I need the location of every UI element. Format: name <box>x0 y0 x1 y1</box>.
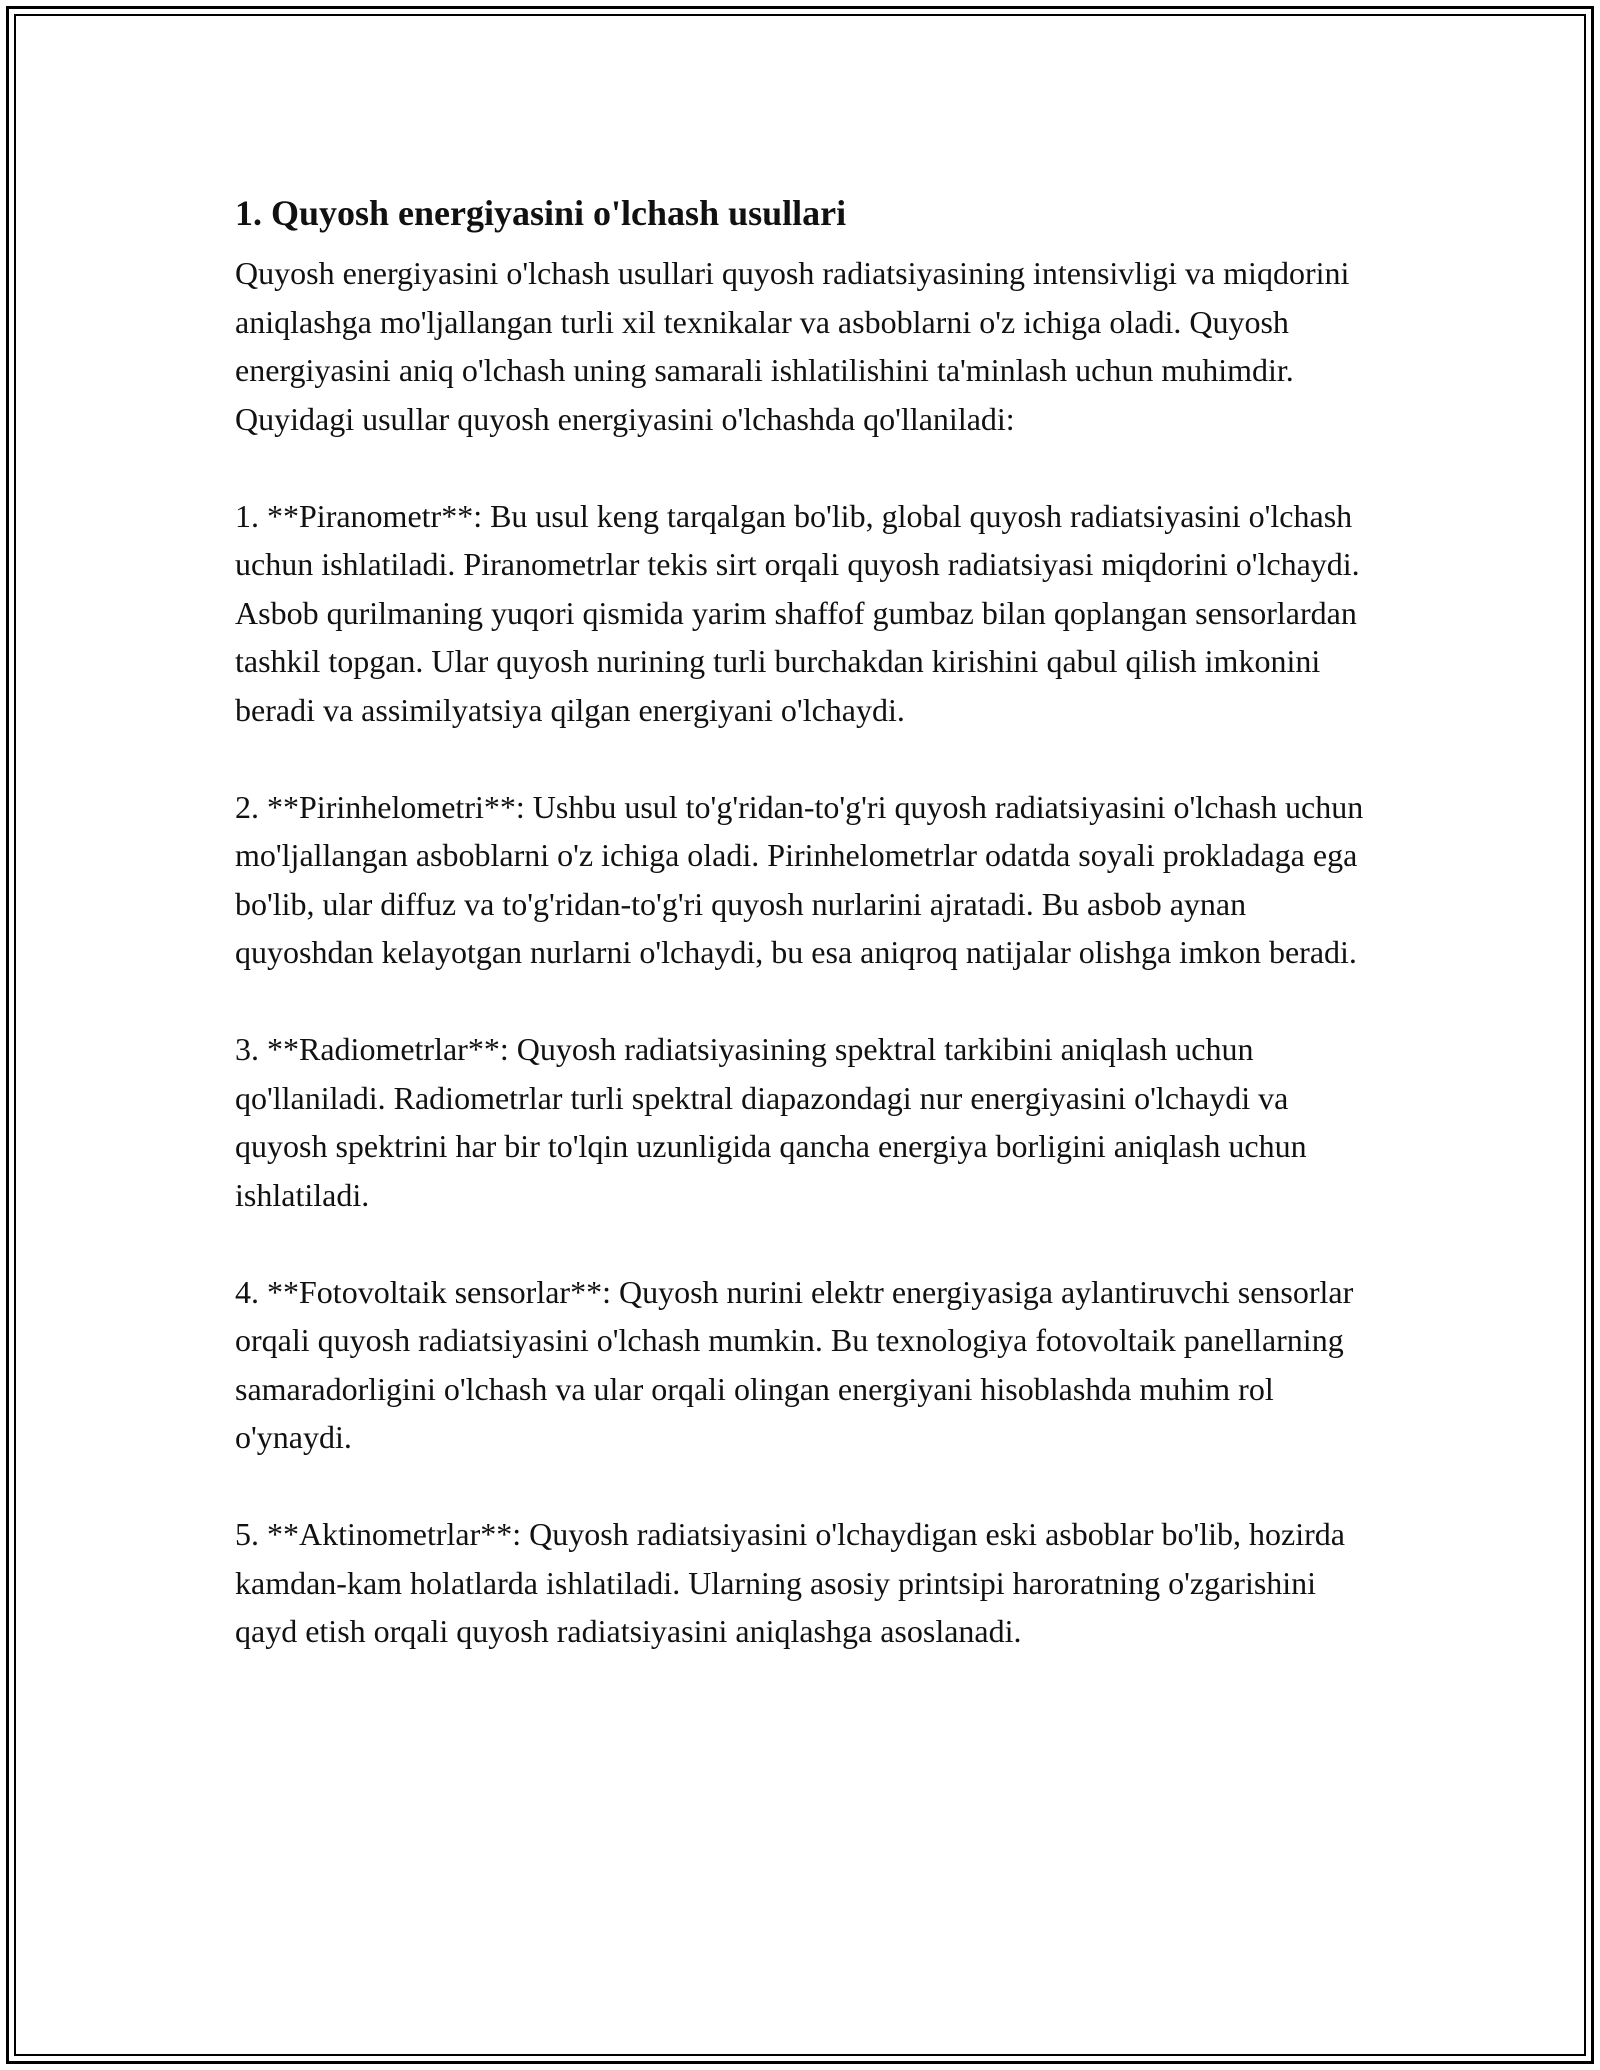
intro-paragraph: Quyosh energiyasini o'lchash usullari quyosh radiatsiyasining intensivligi va miqdorini aniqlashga mo'ljallangan turli xil texnikalar va asboblarni o'z ichiga oladi. Quyosh energiyasini aniq o'lchash uning samarali ishlatilishini ta'minlash uchun muhimdir. Quyidagi usullar quyosh energiyasini o'lchashda qo'llaniladi: <box>235 255 1350 437</box>
list-item-aktinometrlar: 5. **Aktinometrlar**: Quyosh radiatsiyasini o'lchaydigan eski asboblar bo'lib, hozirda kamdan-kam holatlarda ishlatiladi. Ularning asosiy printsipi haroratning o'zgarishini qayd etish orqali quyosh radiatsiyasini aniqlashga asoslanadi. <box>235 1516 1345 1649</box>
list-item-radiometrlar: 3. **Radiometrlar**: Quyosh radiatsiyasining spektral tarkibini aniqlash uchun qo'llaniladi. Radiometrlar turli spektral diapazondagi nur energiyasini o'lchaydi va quyosh spektrini har bir to'lqin uzunligida qancha energiya borligini aniqlash uchun ishlatiladi. <box>235 1031 1307 1213</box>
list-item-fotovoltaik-sensorlar: 4. **Fotovoltaik sensorlar**: Quyosh nurini elektr energiyasiga aylantiruvchi sensorlar orqali quyosh radiatsiyasini o'lchash mumkin. Bu texnologiya fotovoltaik panellarning samaradorligini o'lchash va ular orqali olingan energiyani hisoblashda muhim rol o'ynaydi. <box>235 1273 1354 1455</box>
list-item-pirinhelometri: 2. **Pirinhelometri**: Ushbu usul to'g'ridan-to'g'ri quyosh radiatsiyasini o'lchash uchun mo'ljallangan asboblarni o'z ichiga oladi. Pirinhelometrlar odatda soyali prokladaga ega bo'lib, ular diffuz va to'g'ridan-to'g'ri quyosh nurlarini ajratadi. Bu asbob aynan quyoshdan kelayotgan nurlarni o'lchaydi, bu esa aniqroq natijalar olishga imkon beradi. <box>235 788 1364 970</box>
list-item-piranometr: 1. **Piranometr**: Bu usul keng tarqalgan bo'lib, global quyosh radiatsiyasini o'lchash uchun ishlatiladi. Piranometrlar tekis sirt orqali quyosh radiatsiyasi miqdorini o'lchaydi. Asbob qurilmaning yuqori qismida yarim shaffof gumbaz bilan qoplangan sensorlardan tashkil topgan. Ular quyosh nurining turli burchakdan kirishini qabul qilish imkonini beradi va assimilyatsiya qilgan energiyani o'lchaydi. <box>235 497 1360 728</box>
document-title: 1. Quyosh energiyasini o'lchash usullari <box>235 193 847 233</box>
document-body <box>235 187 1385 1704</box>
